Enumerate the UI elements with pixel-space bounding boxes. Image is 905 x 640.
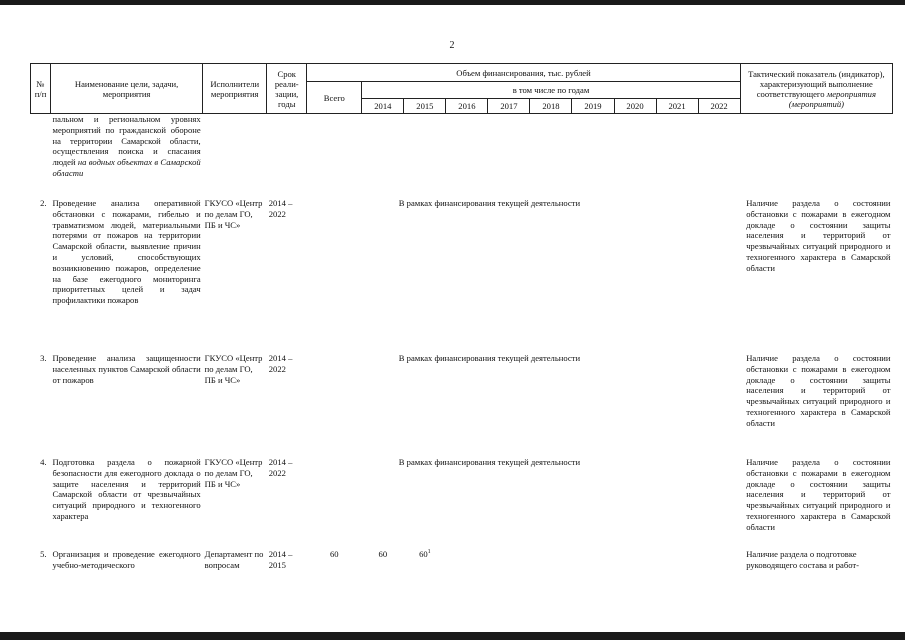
activity-term: 2014 – 2022 <box>268 198 293 219</box>
activity-indicator: Наличие раздела о подготовке руководящего состава и работ- <box>746 549 860 570</box>
header-year: 2019 <box>572 99 614 114</box>
header-executor: Исполнители мероприятия <box>203 64 267 114</box>
page-number: 2 <box>449 40 455 51</box>
activity-executor: Департамент по вопросам <box>204 549 264 570</box>
scan-bottom-edge <box>0 632 905 640</box>
header-year: 2014 <box>362 99 404 114</box>
header-year: 2015 <box>404 99 446 114</box>
funding-2014: 60 <box>378 549 388 559</box>
footnote-mark: 1 <box>427 549 431 556</box>
header-name: Наименование цели, задачи, мероприятия <box>51 64 203 114</box>
header-num: № п/п <box>31 64 51 114</box>
funding-total: 60 <box>329 549 339 559</box>
activity-term: 2014 – 2015 <box>268 549 293 570</box>
activity-executor: ГКУСО «Центр по делам ГО, ПБ и ЧС» <box>204 457 263 489</box>
header-year: 2022 <box>698 99 740 114</box>
header-indicator <box>740 64 892 114</box>
header-year: 2018 <box>530 99 572 114</box>
funding-note: В рамках финансирования текущей деятельности <box>398 353 581 363</box>
activity-name: Проведение анализа защищенности населенных пунктов Самарской области от пожаров <box>52 353 201 385</box>
table-row <box>31 353 893 457</box>
activity-name: Организация и проведение ежегодного учебно-методического <box>52 549 201 570</box>
funding-note: В рамках финансирования текущей деятельности <box>398 198 581 208</box>
program-activities-table <box>30 63 893 609</box>
header-by-years: в том числе по годам <box>362 82 740 99</box>
row-number: 5. <box>40 549 47 559</box>
continuation-cell <box>51 114 203 199</box>
activity-executor: ГКУСО «Центр по делам ГО, ПБ и ЧС» <box>204 198 263 230</box>
funding-2015-value: 60 <box>419 549 428 559</box>
funding-2015 <box>404 549 446 609</box>
activity-indicator: Наличие раздела о состоянии обстановки с пожарами в ежегодном докладе о состоянии защиты населения и территорий от чрезвычайных ситуаций природного и техногенного характера в Самарской области <box>746 198 891 273</box>
activity-executor: ГКУСО «Центр по делам ГО, ПБ и ЧС» <box>204 353 263 385</box>
header-year: 2016 <box>446 99 488 114</box>
funding-note: В рамках финансирования текущей деятельности <box>398 457 581 467</box>
header-indicator-italic: мероприятия (мероприятий) <box>788 88 876 109</box>
row-number: 4. <box>40 457 47 467</box>
activity-indicator: Наличие раздела о состоянии обстановки с пожарами в ежегодном докладе о состоянии защиты населения и территорий от чрезвычайных ситуаций природного и техногенного характера в Самарской области <box>746 353 891 428</box>
header-funding: Объем финансирования, тыс. рублей <box>307 64 740 82</box>
header-term: Срок реали-зации, годы <box>267 64 307 114</box>
header-year: 2021 <box>656 99 698 114</box>
table-row <box>31 549 893 609</box>
header-total: Всего <box>307 82 362 114</box>
activity-name: Проведение анализа оперативной обстановки с пожарами, гибелью и травматизмом людей, материальными потерями от пожаров на территории Самарской области, выявление причин и условий, способствующих возникновению пожаров, определение на базе ежегодного мониторинга приоритетных целей и задач профилактики пожаров <box>52 198 201 306</box>
table-row <box>31 114 893 199</box>
header-indicator-text: Тактический показатель (индикатор), характеризующий выполнение соответствующего <box>748 68 885 99</box>
header-year: 2017 <box>488 99 530 114</box>
activity-indicator: Наличие раздела о состоянии обстановки с пожарами в ежегодном докладе о состоянии защиты населения и территорий от чрезвычайных ситуаций природного и техногенного характера в Самарской области <box>746 457 891 532</box>
scan-top-edge <box>0 0 905 5</box>
continuation-text-italic: на водных объектах в Самарской области <box>52 157 201 178</box>
table-row <box>31 457 893 549</box>
row-number: 2. <box>40 198 47 208</box>
activity-term: 2014 – 2022 <box>268 457 293 478</box>
header-year: 2020 <box>614 99 656 114</box>
continuation-text: пальном и региональном уровнях мероприятий по гражданской обороне на территории Самарской области, осуществления поиска и спасания людей <box>52 114 201 168</box>
activity-name: Подготовка раздела о пожарной безопасности для ежегодного доклада о защите населения и территорий Самарской области от чрезвычайных ситуаций природного и техногенного характера <box>52 457 201 521</box>
row-number: 3. <box>40 353 47 363</box>
table-row <box>31 198 893 353</box>
activity-term: 2014 – 2022 <box>268 353 293 374</box>
